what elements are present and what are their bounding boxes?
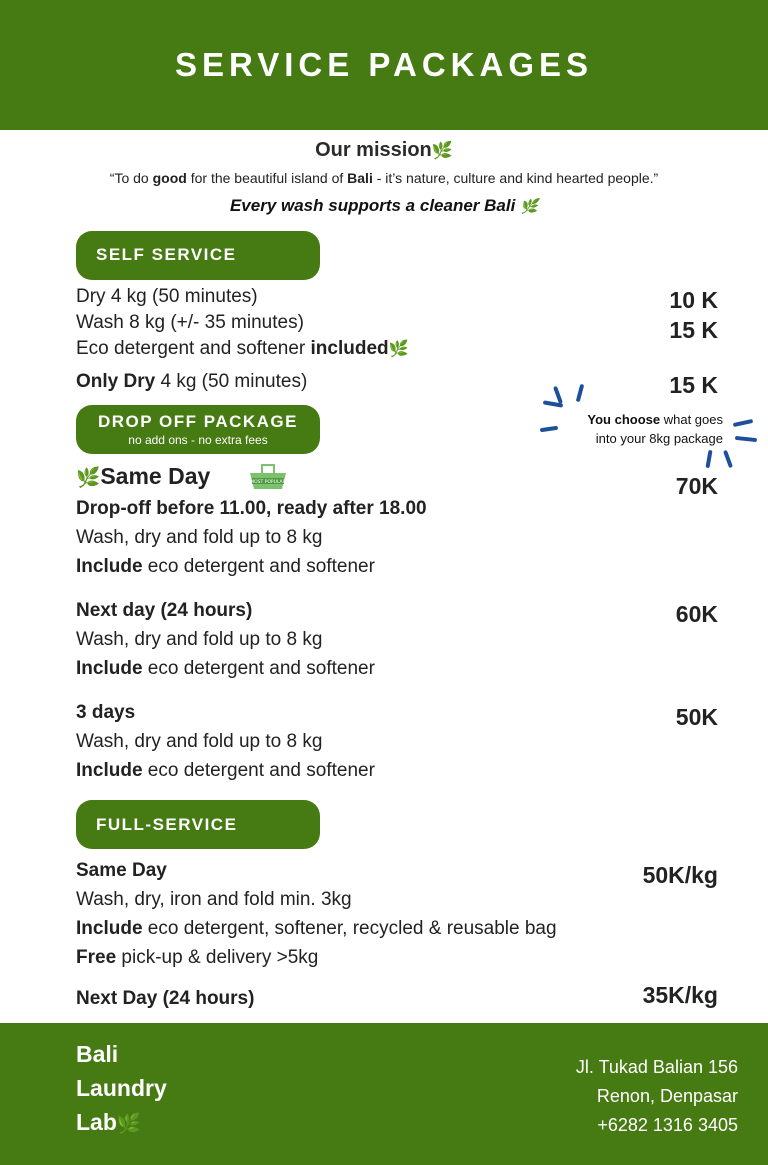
next-day-include: Include eco detergent and softener (76, 658, 375, 679)
same-day-include: Include eco detergent and softener (76, 556, 375, 577)
footer-address (576, 1053, 738, 1140)
callout-dash (735, 436, 757, 442)
leaf-icon: 🌿 (116, 1113, 142, 1135)
same-day-title: 🌿Same Day (76, 463, 211, 489)
drop-off-header: DROP OFF PACKAGE no add ons - no extra fees (76, 405, 320, 454)
three-days-price: 50K (675, 704, 718, 730)
package-callout: You choose what goes into your 8kg package (587, 412, 723, 446)
callout-dash (733, 419, 753, 427)
self-wash-price: 15 K (669, 317, 718, 343)
callout-dash (723, 450, 733, 468)
callout-dash (540, 426, 558, 432)
leaf-icon: 🌿 (388, 340, 409, 358)
same-day-cutoff: Drop-off before 11.00, ready after 18.00 (76, 498, 427, 519)
mission-tagline: Every wash supports a cleaner Bali 🌿 (229, 196, 539, 215)
leaf-icon: 🌿 (520, 199, 539, 215)
mission-quote: “To do good for the beautiful island of Bali - it’s nature, culture and kind hearted people.” (109, 170, 659, 186)
self-eco-line: Eco detergent and softener included🌿 (76, 338, 409, 359)
full-include: Include eco detergent, softener, recycled & reusable bag (76, 918, 557, 939)
three-days-include: Include eco detergent and softener (76, 760, 375, 781)
next-day-title: Next day (24 hours) (76, 600, 253, 621)
full-same-day-price: 50K/kg (642, 862, 718, 888)
full-free-delivery: Free pick-up & delivery >5kg (76, 947, 319, 968)
self-wash-line: Wash 8 kg (+/- 35 minutes) (76, 312, 304, 333)
callout-dash (576, 384, 585, 402)
full-desc: Wash, dry, iron and fold min. 3kg (76, 889, 352, 910)
only-dry-price: 15 K (669, 372, 718, 398)
next-day-price: 60K (675, 601, 718, 627)
three-days-desc: Wash, dry and fold up to 8 kg (76, 731, 323, 752)
same-day-price: 70K (675, 473, 718, 499)
phone-number: +6282 1316 3405 (597, 1115, 738, 1135)
most-popular-badge-icon (246, 463, 290, 491)
self-dry-price: 10 K (669, 287, 718, 313)
full-next-day-title: Next Day (24 hours) (76, 988, 255, 1009)
three-days-title: 3 days (76, 702, 136, 723)
self-dry-line: Dry 4 kg (50 minutes) (76, 286, 258, 307)
address-line: Jl. Tukad Balian 156 (575, 1057, 738, 1077)
full-next-day-price: 35K/kg (642, 982, 718, 1008)
badge-label: MOST POPULAR (250, 480, 286, 485)
address-line: Renon, Denpasar (596, 1086, 738, 1106)
full-service-header: FULL-SERVICE (76, 800, 320, 849)
same-day-desc: Wash, dry and fold up to 8 kg (76, 527, 323, 548)
header-banner (0, 0, 768, 130)
full-same-day-title: Same Day (76, 860, 167, 881)
self-service-header: SELF SERVICE (76, 231, 320, 280)
mission-heading: Our mission🌿 (315, 139, 453, 161)
leaf-icon: 🌿 (76, 467, 101, 489)
next-day-desc: Wash, dry and fold up to 8 kg (76, 629, 323, 650)
page-title: SERVICE PACKAGES (174, 46, 594, 83)
brand-name: Bali Laundry Lab🌿 (76, 1037, 167, 1141)
callout-dash (705, 450, 712, 468)
only-dry-line: Only Dry 4 kg (50 minutes) (76, 371, 308, 392)
leaf-icon: 🌿 (431, 141, 453, 160)
